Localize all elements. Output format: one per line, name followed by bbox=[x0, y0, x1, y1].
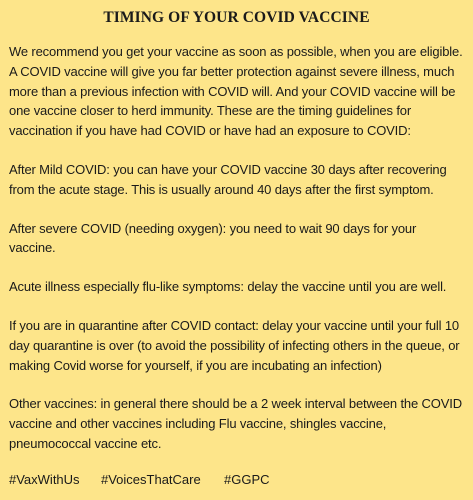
hashtag-voicesthatcare: #VoicesThatCare bbox=[101, 472, 201, 487]
acute-illness-paragraph: Acute illness especially flu-like symptoms: delay the vaccine until you are well. bbox=[9, 279, 447, 295]
hashtag-row bbox=[9, 470, 464, 489]
other-vaccines-paragraph: Other vaccines: in general there should be a 2 week interval between the COVID vaccine and other vaccines including Flu vaccine, shingles vaccine, pneumococcal vaccine etc. bbox=[9, 396, 462, 451]
intro-paragraph: We recommend you get your vaccine as soon as possible, when you are eligible. A COVID vaccine will give you far better protection against severe illness, much more than a previous infection with COVID will. And your COVID vaccine will be one vaccine closer to herd immunity. These are the timing guidelines for vaccination if you have had COVID or have had an exposure to COVID: bbox=[9, 44, 463, 139]
mild-covid-paragraph: After Mild COVID: you can have your COVID vaccine 30 days after recovering from the acute stage. This is usually around 40 days after the first symptom. bbox=[9, 161, 447, 197]
severe-covid-paragraph: After severe COVID (needing oxygen): you need to wait 90 days for your vaccine. bbox=[9, 220, 417, 256]
page-title: TIMING OF YOUR COVID VACCINE bbox=[103, 9, 370, 26]
hashtag-ggpc: #GGPC bbox=[224, 472, 270, 487]
quarantine-paragraph: If you are in quarantine after COVID contact: delay your vaccine until your full 10 day quarantine is over (to avoid the possibility of infecting others in the queue, or making Covid worse for yourself, if you are incubating an infection) bbox=[9, 317, 460, 373]
hashtag-vaxwithus: #VaxWithUs bbox=[9, 472, 80, 487]
